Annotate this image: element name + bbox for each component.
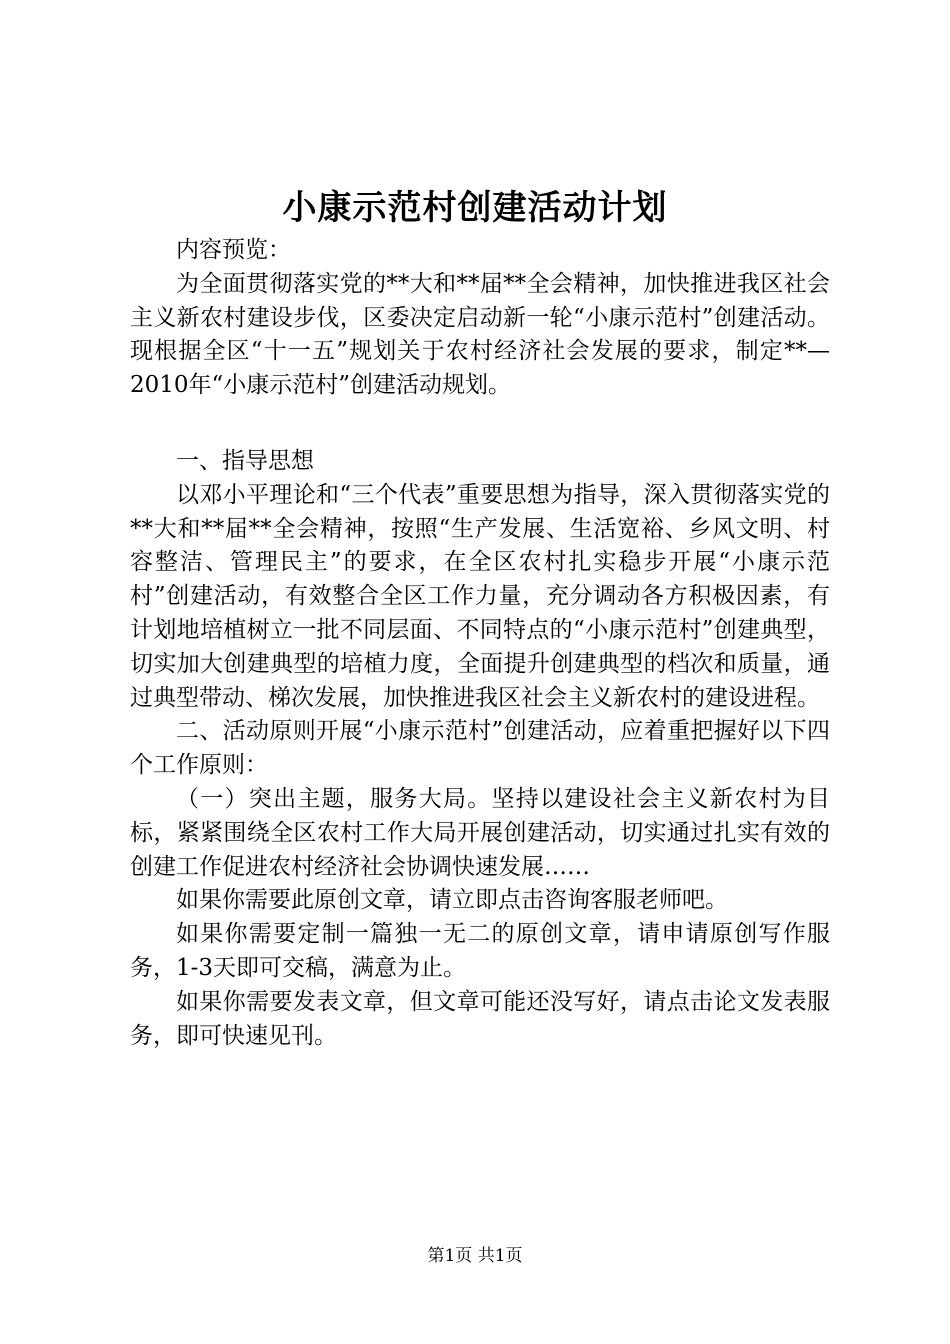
guiding-ideology-paragraph: 以邓小平理论和“三个代表”重要思想为指导，深入贯彻落实党的**大和**届**全会精神，按照“生产发展、生活宽裕、乡风文明、村容整洁、管理民主”的要求，在全区农村扎实稳步开展“小康示范村”创建活动，有效整合全区工作力量，充分调动各方积极因素，有计划地培植树立一批不同层面、不同特点的“小康示范村”创建典型，切实加大创建典型的培植力度，全面提升创建典型的档次和质量，通过典型带动、梯次发展，加快推进我区社会主义新农村的建设进程。 [130, 481, 830, 711]
preview-label: 内容预览： [176, 237, 291, 263]
intro-paragraph: 为全面贯彻落实党的**大和**届**全会精神，加快推进我区社会主义新农村建设步伐，区委决定启动新一轮“小康示范村”创建活动。现根据全区“十一五”规划关于农村经济社会发展的要求，制定**—2010年“小康示范村”创建活动规划。 [130, 270, 830, 399]
promo-consult-link[interactable]: 如果你需要此原创文章，请立即点击咨询客服老师吧。 [176, 887, 728, 914]
principle-one-paragraph: （一）突出主题，服务大局。坚持以建设社会主义新农村为目标，紧紧围绕全区农村工作大局开展创建活动，切实通过扎实有效的创建工作促进农村经济社会协调快速发展…… [130, 785, 830, 880]
document-title: 小康示范村创建活动计划 [282, 188, 668, 228]
paragraph-gap [130, 403, 830, 445]
page-footer: 第1页 共1页 [427, 1246, 523, 1266]
section-heading-guiding-ideology: 一、指导思想 [176, 447, 314, 474]
promo-publishing-link[interactable]: 如果你需要发表文章，但文章可能还没写好，请点击论文发表服务，即可快速见刊。 [130, 988, 830, 1049]
promo-custom-writing-link[interactable]: 如果你需要定制一篇独一无二的原创文章，请申请原创写作服务，1-3天即可交稿，满意为止。 [130, 921, 830, 981]
activity-principles-paragraph: 二、活动原则开展“小康示范村”创建活动，应着重把握好以下四个工作原则： [130, 718, 830, 779]
document-body [130, 234, 830, 1053]
